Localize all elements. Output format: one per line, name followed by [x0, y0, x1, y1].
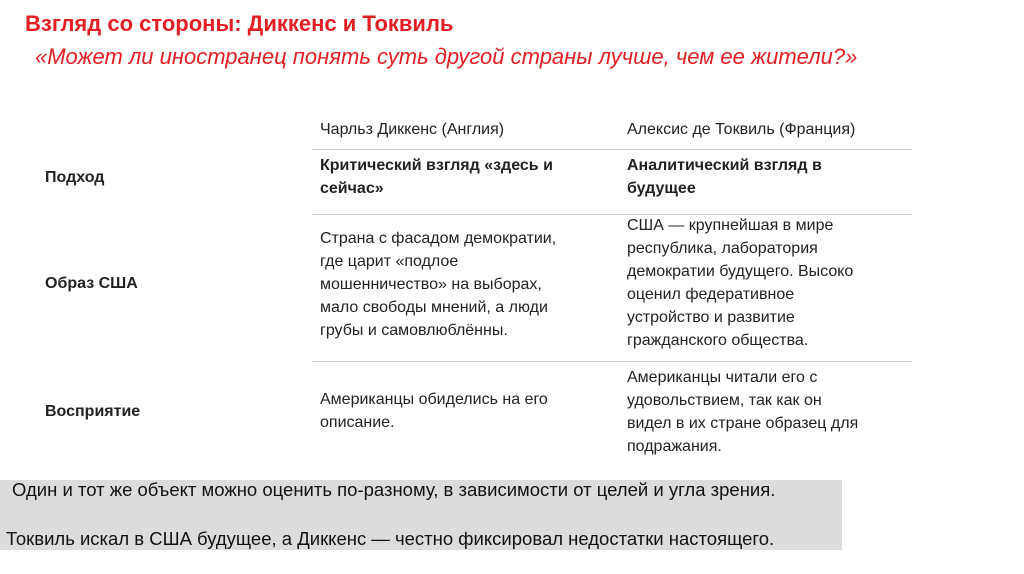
row-label-approach: Подход	[45, 169, 105, 186]
perception-dickens: Американцы обиделись на его описание.	[320, 391, 548, 431]
summary-line-2: Токвиль искал в США будущее, а Диккенс — честно фиксировал недостатки настоящего.	[6, 528, 775, 549]
header-tocqueville: Алексис де Токвиль (Франция)	[627, 121, 856, 138]
image-tocqueville: США — крупнейшая в мире республика, лаборатория демократии будущего. Высоко оценил федеративное устройство и развитие гражданского общества.	[627, 217, 854, 349]
title-subtitle: «Может ли иностранец понять суть другой страны лучше, чем ее жители?»	[35, 44, 858, 69]
approach-dickens: Критический взгляд «здесь и сейчас»	[320, 157, 553, 197]
summary-line-1: Один и тот же объект можно оценить по-разному, в зависимости от целей и угла зрения.	[12, 479, 776, 500]
perception-tocqueville: Американцы читали его с удовольствием, так как он видел в их стране образец для подражания.	[627, 369, 859, 455]
row-label-perception: Восприятие	[45, 403, 141, 420]
approach-tocqueville: Аналитический взгляд в будущее	[627, 157, 822, 197]
slide-title	[25, 11, 1005, 71]
table-divider	[312, 149, 912, 150]
title-main: Взгляд со стороны: Диккенс и Токвиль	[25, 11, 454, 36]
table-divider	[312, 361, 912, 362]
row-label-image: Образ США	[45, 275, 138, 292]
image-dickens: Страна с фасадом демократии, где царит «подлое мошенничество» на выборах, мало свободы мнений, а люди грубы и самовлюблённы.	[320, 230, 557, 339]
header-dickens: Чарльз Диккенс (Англия)	[320, 121, 505, 138]
